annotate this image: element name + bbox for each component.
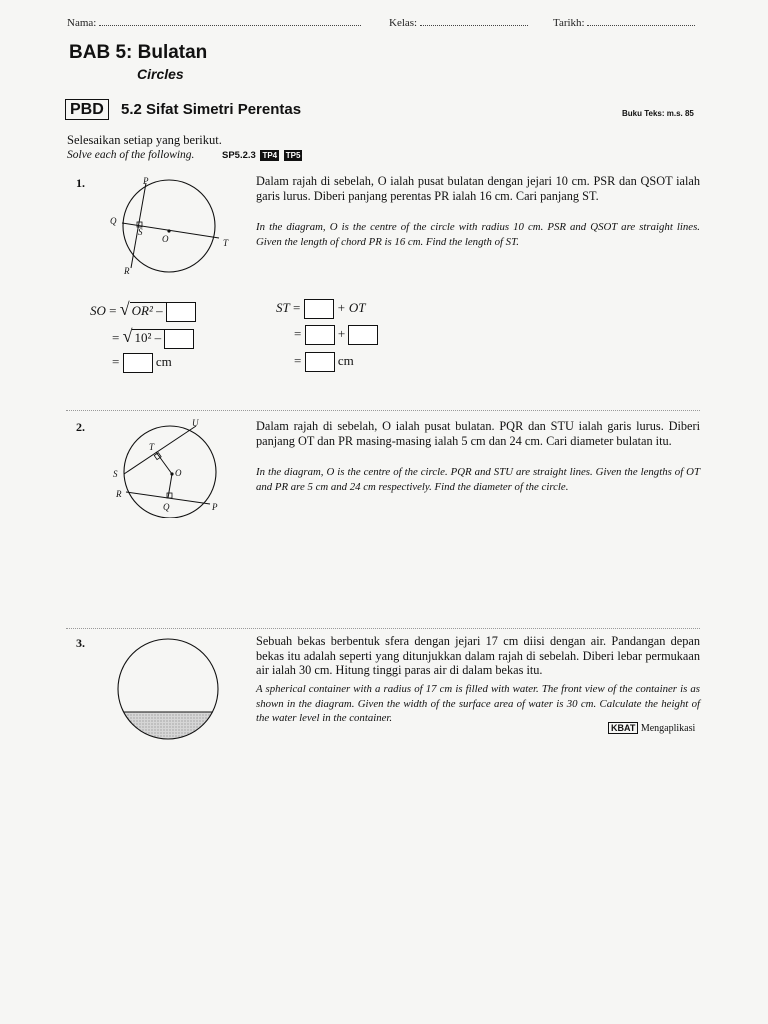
answer-box-so-2[interactable] (164, 329, 194, 349)
pbd-tag: PBD (65, 99, 109, 120)
label-o: O (162, 234, 169, 244)
working-st-line1: ST = + OT (276, 298, 365, 319)
label-p: P (143, 176, 149, 186)
water-region (112, 712, 224, 747)
question-1-text-english: In the diagram, O is the centre of the circle with radius 10 cm. PSR and QSOT are straight lines. Given the length of chord PR is 16 cm. Find the length of ST. (256, 221, 700, 248)
working-st-line3: = cm (294, 351, 354, 372)
class-blank[interactable] (420, 16, 528, 26)
sqrt-icon: √ (119, 299, 130, 319)
question-3-diagram (112, 633, 224, 747)
st-lhs: ST (276, 300, 290, 315)
so-unit: cm (155, 354, 172, 369)
label-s: S (138, 227, 143, 237)
kbat-tag (608, 723, 695, 734)
instruction-malay: Selesaikan setiap yang berikut. (67, 133, 222, 147)
working-so-line2: = √ 10² – (112, 326, 194, 349)
name-label: Nama: (67, 17, 97, 29)
answer-box-so-3[interactable] (123, 353, 153, 373)
question-1-number: 1. (76, 176, 85, 190)
so-line2-radicand: 10² – (134, 330, 162, 345)
question-3-text-english: A spherical container with a radius of 17 cm is filled with water. The front view of the container is as shown in the diagram. Given the width of the surface area of water is 30 cm. Calculate the height of the water level in the container. (256, 683, 700, 724)
date-field[interactable] (553, 16, 695, 29)
answer-box-st-4[interactable] (305, 352, 335, 372)
chapter-subtitle: Circles (137, 66, 184, 82)
so-lhs: SO (90, 303, 106, 318)
answer-box-st-1[interactable] (304, 299, 334, 319)
question-1-diagram (105, 176, 240, 276)
label-r: R (116, 489, 122, 499)
st-tail: + OT (336, 300, 366, 315)
question-2-diagram (108, 418, 238, 518)
working-so-line3: = cm (112, 352, 172, 373)
label-q: Q (110, 216, 117, 226)
label-t: T (223, 238, 229, 248)
question-3-text-malay: Sebuah bekas berbentuk sfera dengan jejari 17 cm diisi dengan air. Pandangan depan bekas itu adalah seperti yang ditunjukkan dalam rajah di sebelah. Diberi lebar permukaan air ialah 30 cm. Hitung tinggi paras air di dalam bekas itu. (256, 634, 700, 677)
sp-code (222, 150, 302, 161)
label-q: Q (163, 502, 170, 512)
name-blank[interactable] (99, 16, 361, 26)
question-2-text-malay: Dalam rajah di sebelah, O ialah pusat bulatan. PQR dan STU ialah garis lurus. Diberi panjang OT dan PR masing-masing ialah 5 cm dan 24 cm. Cari diameter bulatan itu. (256, 419, 700, 448)
tp5-badge: TP5 (285, 151, 301, 160)
label-o: O (175, 468, 182, 478)
date-blank[interactable] (587, 16, 695, 26)
chapter-title: BAB 5: Bulatan (69, 42, 208, 63)
st-unit: cm (337, 353, 354, 368)
tp4-badge: TP4 (262, 151, 278, 160)
working-st-line2: = + (294, 324, 378, 345)
kbat-label: KBAT (608, 722, 638, 734)
answer-box-st-2[interactable] (305, 325, 335, 345)
question-1-text-malay: Dalam rajah di sebelah, O ialah pusat bulatan dengan jejari 10 cm. PSR dan QSOT ialah garis lurus. Diberi panjang perentas PR ialah 16 cm. Cari panjang ST. (256, 174, 700, 203)
divider-1 (66, 410, 700, 411)
label-t: T (149, 442, 155, 452)
answer-box-st-3[interactable] (348, 325, 378, 345)
chord-stu (124, 426, 196, 474)
name-field[interactable] (67, 16, 361, 29)
textbook-reference: Buku Teks: m.s. 85 (622, 109, 694, 118)
so-radicand: OR² – (131, 303, 163, 318)
label-p: P (212, 502, 218, 512)
segment-oq (168, 474, 172, 498)
working-so-line1: SO = √ OR² – (90, 299, 196, 322)
label-u: U (192, 418, 199, 428)
segment-ot (156, 452, 172, 474)
instruction-english: Solve each of the following. (67, 149, 195, 161)
class-field[interactable] (389, 16, 528, 29)
kbat-level: Mengaplikasi (640, 723, 696, 734)
sqrt-icon: √ (122, 326, 133, 346)
divider-2 (66, 628, 700, 629)
class-label: Kelas: (389, 17, 418, 29)
question-3-number: 3. (76, 636, 85, 650)
date-label: Tarikh: (553, 17, 585, 29)
answer-box-so-1[interactable] (166, 302, 196, 322)
question-2-number: 2. (76, 420, 85, 434)
section-title: 5.2 Sifat Simetri Perentas (121, 101, 302, 118)
sp-code-label: SP5.2.3 (222, 150, 256, 161)
question-2-text-english: In the diagram, O is the centre of the circle. PQR and STU are straight lines. Given the lengths of OT and PR are 5 cm and 24 cm respectively. Find the diameter of the circle. (256, 466, 700, 493)
centre-point (170, 472, 173, 475)
centre-point (167, 229, 170, 232)
label-r: R (124, 266, 130, 276)
label-s: S (113, 469, 118, 479)
